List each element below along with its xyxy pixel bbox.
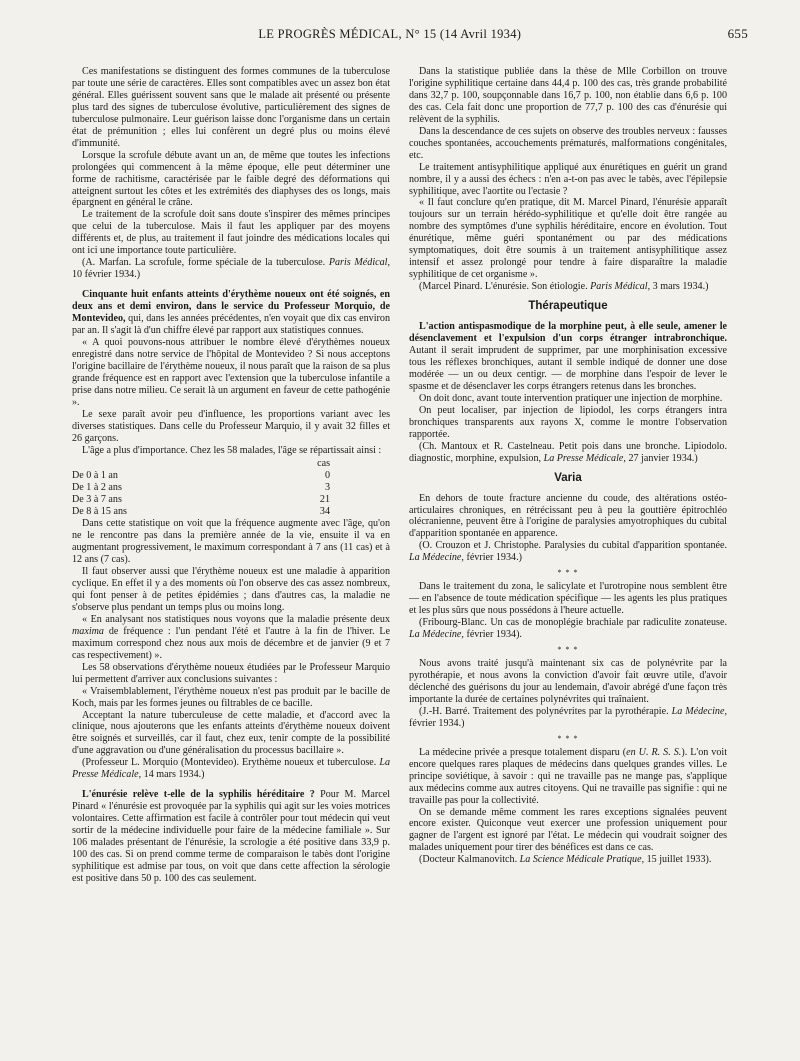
paragraph: Le sexe paraît avoir peu d'influence, les proportions variant avec les diverses statistiques. Dans celle du Professeur Marquio, il y avait 32 filles et 26 garçons. — [72, 408, 390, 444]
article-paragraph: Cinquante huit enfants atteints d'érythème noueux ont été soignés, en deux ans et demi environ, dans le service du Professeur Morquio, de Montevideo, qui, dans les années précédentes, n'en voyait que dix cas environ par an. Il s'agit là d'un chiffre élevé par rapport aux statistiques connues. — [72, 289, 390, 337]
paragraph: On se demande même comment les rares exceptions signalées peuvent encore exister. Quiconque veut exercer une profession uniquement pour gagner de l'argent est ignoré par l'état. Le médecin qui voudrait soigner des malades uniquement pour tirer des bénéfices est dans ce cas. — [409, 806, 727, 854]
paragraph: Il faut observer aussi que l'érythème noueux est une maladie à apparition cyclique. En effet il y a des moments où l'on observe des cas assez nombreux, qui font penser à de petites épidémies ; dans d'autres cas, la maladie ne s'observe plus pendant un temps plus ou moins long. — [72, 566, 390, 613]
page-number: 655 — [727, 26, 748, 41]
paragraph: On doit donc, avant toute intervention pratiquer une injection de morphine. — [419, 392, 723, 404]
paragraph: La médecine privée a presque totalement disparu (en U. R. S. S.). L'on voit encore quelques rares plaques de médecins dans quelques grandes villes. Le principe soviétique, à savoir : qui ne travaille pas ne mange pas, s'applique aux médecins comme aux autres citoyens. Qui ne travaille pas signifie : qui ne travaille pas pour la collectivité. — [409, 746, 728, 806]
source-citation: (Fribourg-Blanc. Un cas de monoplégie brachiale par radiculite zonateuse. La Médecine, février 1934). — [409, 617, 727, 641]
paragraph: Le traitement antisyphilitique appliqué aux énurétiques en guérit un grand nombre, il y a aussi des échecs : n'en a-t-on pas avec le tabès, avec l'épilepsie syphilitique, avec l'aortite ou l'ectasie ? — [409, 161, 727, 197]
separator-asterisks: * * * — [557, 733, 579, 743]
source-citation: (J.-H. Barré. Traitement des polynévrites par la pyrothérapie. La Médecine, février 1934.) — [409, 705, 727, 729]
paragraph: Nous avons traité jusqu'à maintenant six cas de polynévrite par la pyrothérapie, et nous avons la conviction d'avoir fait œuvre utile, d'avoir déclenché des guérisons du jour au lendemain, d'avoir abrégé d'une façon très importante la durée de certaines polynévrites qui traînaient. — [409, 658, 727, 705]
section-heading: Varia — [554, 471, 582, 484]
paragraph: On peut localiser, par injection de lipiodol, les corps étrangers intra bronchiques transparents aux rayons X, comme le montre l'observation rapportée. — [409, 404, 727, 440]
table-row: De 8 à 15 ans 34 — [72, 506, 330, 518]
source-citation: (Professeur L. Morquio (Montevideo). Erythème noueux et tuberculose. La Presse Médicale, 14 mars 1934.) — [72, 757, 390, 781]
paragraph: Ces manifestations se distinguent des formes communes de la tuberculose par toute une série de caractères. Elles sont compatibles avec un assez bon état général. Elles guérissent souvent sans que le malade ait présenté ou présente plus tard des signes de tuberculose évolutive, particulièrement des signes de tuberculose pulmonaire. Leur guérison laisse donc l'organisme dans un certain état de prémunition ; elles lui confèrent un degré plus ou moins élevé d'immunité. — [72, 66, 390, 149]
paragraph: Dans le traitement du zona, le salicylate et l'urotropine nous semblent être — en l'absence de toute médication spécifique — les agents les plus pratiques et les plus sûrs que nous possédons à l'heure actuelle. — [409, 581, 727, 617]
table-row: De 1 à 2 ans 3 — [72, 482, 330, 494]
left-column — [72, 66, 390, 885]
separator-asterisks: * * * — [557, 645, 579, 655]
paragraph: Dans la statistique publiée dans la thèse de Mlle Corbillon on trouve l'origine syphilitique certaine dans 44,4 p. 100 des cas, très grande probabilité dans 32,7 p. 100, soupçonnable dans 16,7 p. 100, non établie dans 6,6 p. 100 des cas. Cela fait donc une proportion de 77,7 p. 100 des cas d'énurésie qui relèvent de la syphilis. — [409, 66, 727, 125]
paragraph: Dans cette statistique on voit que la fréquence augmente avec l'âge, qu'on ne le rencontre pas dans la première année de la vie, ensuite il va en augmentant progressivement, le maximum correspondant à 7 ans (11 cas) et à 12 ans (7 cas). — [72, 518, 390, 566]
source-citation: (A. Marfan. La scrofule, forme spéciale de la tuberculose. Paris Médical, 10 février 1934.) — [72, 257, 390, 281]
age-table — [72, 457, 390, 519]
paragraph: Acceptant la nature tuberculeuse de cette maladie, et d'accord avec la clinique, nous ajouterons que les enfants atteints d'érythème noueux doivent être soignés et surveillés, car il faut, chez eux, tenir compte de la possibilité d'une aggravation ou d'une généralisation du processus bacillaire ». — [72, 709, 390, 757]
journal-title: LE PROGRÈS MÉDICAL, N° 15 (14 Avril 1934) — [258, 27, 522, 41]
source-citation: (O. Crouzon et J. Christophe. Paralysies du cubital d'apparition spontanée. La Médecine, février 1934.) — [409, 540, 727, 564]
article-lead: Cinquante huit enfants atteints d'érythème noueux ont été soignés, en deux ans et demi environ, dans le service du Professeur Morquio, de Montevideo, — [72, 289, 390, 325]
paragraph: Le traitement de la scrofule doit sans doute s'inspirer des mêmes principes que celui de la tuberculose. Mais il faut les appliquer par des moyens différents et, de plus, au traitement il faut joindre des médications locales qui ont ici une importance toute particulière. — [72, 209, 390, 257]
paragraph: Dans la descendance de ces sujets on observe des troubles nerveux : fausses couches spontanées, accouchements prématurés, malformations congénitales, etc. — [409, 125, 727, 161]
paragraph: Les 58 observations d'érythème noueux étudiées par le Professeur Marquio lui permettent d'arriver aux conclusions suivantes : — [72, 661, 390, 685]
section-heading: Thérapeutique — [528, 300, 608, 313]
paragraph: L'âge a plus d'importance. Chez les 58 malades, l'âge se répartissait ainsi : — [82, 444, 382, 456]
source-citation: (Docteur Kalmanovitch. La Science Médicale Pratique, 15 juillet 1933). — [419, 854, 712, 866]
source-citation: (Marcel Pinard. L'énurésie. Son étiologie. Paris Médical, 3 mars 1934.) — [419, 281, 709, 293]
right-column — [409, 66, 727, 866]
paragraph: « A quoi pouvons-nous attribuer le nombre élevé d'érythèmes noueux enregistré dans notre service de l'hôpital de Montevideo ? Si nous acceptons l'origine bacillaire de l'érythème noueux, il nous paraît que la raison de sa plus grande fréquence est en rapport avec l'extension que la tuberculose infantile a prise dans notre milieu. Ce serait là un argument en faveur de cette pathogénie ». — [72, 336, 390, 408]
table-row: De 3 à 7 ans 21 — [72, 494, 330, 506]
article-paragraph: L'énurésie relève t-elle de la syphilis héréditaire ? Pour M. Marcel Pinard « l'énurésie est provoquée par la syphilis qui agit sur les voies motrices volontaires. Cette affirmation est facile à contrôler pour tout médecin qui veut sortir de la médecine individuelle pour faire de la médecine familiale ». Sur 106 malades présentant de l'énurésie, la scrologie a été positive dans 33,9 p. 100 des cas. Si on prend comme terme de comparaison le tabès dont l'origine syphilitique est admise par tous, on voit que dans cette affection la sérologie est positive dans 50 p. 100 des cas seulement. — [72, 789, 390, 884]
paragraph: « Il faut conclure qu'en pratique, dit M. Marcel Pinard, l'énurésie apparaît toujours sur un terrain hérédo-syphilitique et qu'elle doit être rangée au nombre des symptômes d'une syphilis héréditaire, encore en évolution. Tout énurétique, même guéri spontanément ou par des médications symptomatiques, doit être soumis à un traitement antisyphilitique assez intensif et assez prolongé pour tendre à faire disparaître la maladie syphilitique de cet organisme ». — [409, 197, 727, 281]
article-lead: L'énurésie relève t-elle de la syphilis héréditaire ? — [82, 789, 315, 801]
paragraph: En dehors de toute fracture ancienne du coude, des altérations ostéo-articulaires chroniques, en rétrécissant peu à peu la gouttière épitrochléo olécranienne, peuvent être à l'origine de paralysies amyotrophiques du cubital d'apparition spontanée en apparence. — [409, 492, 727, 540]
separator-asterisks: * * * — [557, 568, 579, 578]
paragraph: « En analysant nos statistiques nous voyons que la maladie présente deux maxima de fréquence : l'un pendant l'été et l'autre à la fin de l'hiver. Le maximum correspond chez nous aux mois de décembre et de janvier (9 et 7 cas respectivement) ». — [72, 613, 390, 661]
source-citation: (Ch. Mantoux et R. Castelneau. Petit pois dans une bronche. Lipiodolo. diagnostic, morphine, expulsion, La Presse Médicale, 27 janvier 1934.) — [409, 440, 727, 464]
paragraph: Lorsque la scrofule débute avant un an, de même que toutes les infections prolongées qui commencent à la même époque, elle peut déterminer une forme de rachitisme, caractérisée par le faible degré des déformations qui atteignent surtout les côtes et les extrémités des diaphyses des os longs, mais épargnent en général le crâne. — [72, 149, 390, 209]
table-header: cas — [317, 457, 330, 469]
article-paragraph: L'action antispasmodique de la morphine peut, à elle seule, amener le désenclavement et l'expulsion d'un corps étranger intrabronchique. Autant il serait imprudent de supprimer, par une morphinisation excessive tous les réflexes bronchiques, autant il semble indiqué de donner une dose modérée — un ou deux centigr. — de morphine dans l'espoir de lever le spasme et de désenclaver les corps étrangers retenus dans les bronches. — [409, 321, 727, 392]
table-row: De 0 à 1 an 0 — [72, 470, 330, 482]
paragraph: « Vraisemblablement, l'érythème noueux n'est pas produit par le bacille de Koch, mais par les formes jeunes ou filtrables de ce bacille. — [72, 685, 390, 709]
running-header — [52, 26, 748, 46]
article-lead: L'action antispasmodique de la morphine peut, à elle seule, amener le désenclavement et l'expulsion d'un corps étranger intrabronchique. — [409, 321, 727, 345]
